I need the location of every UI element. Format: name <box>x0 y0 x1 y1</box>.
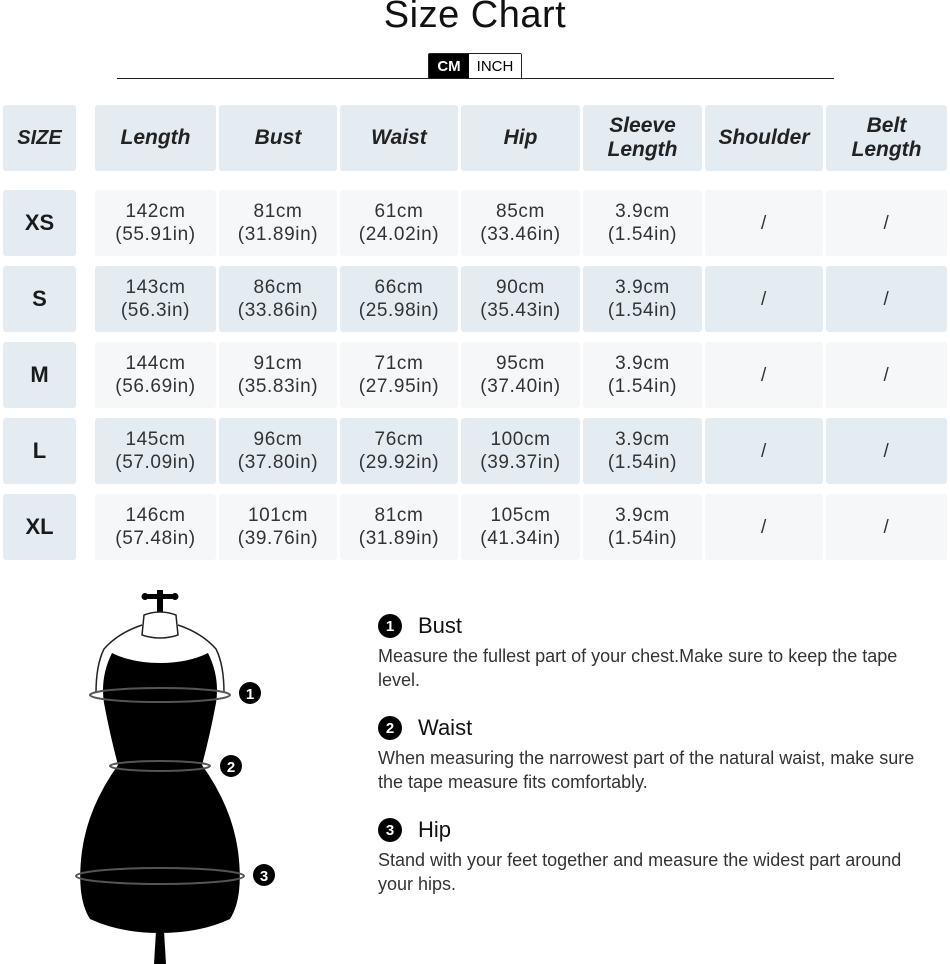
column-header <box>583 105 702 171</box>
cell-value: 105cm <box>490 505 551 526</box>
table-cell <box>340 418 458 484</box>
unit-inch-option[interactable]: INCH <box>469 54 521 78</box>
table-cell <box>461 418 580 484</box>
column-header-line: Hip <box>503 126 538 149</box>
dress-body <box>80 653 240 933</box>
measure-hip-block <box>378 816 938 896</box>
measure-waist-block <box>378 714 938 794</box>
table-cell <box>705 266 823 332</box>
cell-value: / <box>883 440 890 462</box>
column-header-line: Sleeve <box>609 114 676 137</box>
table-cell <box>95 418 216 484</box>
column-header-line: Length <box>120 126 191 149</box>
column-header <box>340 105 458 171</box>
measure-bust-block <box>378 612 938 692</box>
cell-value: (56.3in) <box>120 300 191 321</box>
cell-value: 145cm <box>125 429 186 450</box>
column-header-line: Length <box>851 138 922 161</box>
cell-value: (27.95in) <box>358 376 440 397</box>
cell-value: 95cm <box>496 353 545 374</box>
cell-value: 3.9cm <box>615 277 670 298</box>
column-header <box>705 105 823 171</box>
cell-value: (37.40in) <box>480 376 561 397</box>
table-cell <box>461 266 580 332</box>
cell-value: (39.37in) <box>480 452 561 473</box>
cell-value: / <box>761 212 767 234</box>
cell-value: (39.76in) <box>237 528 319 549</box>
cell-value: (1.54in) <box>607 452 678 473</box>
cell-value: (25.98in) <box>358 300 440 321</box>
column-header-line: Bust <box>254 126 302 149</box>
mannequin-stand-pole <box>154 931 166 964</box>
cell-value: (31.89in) <box>358 528 440 549</box>
measure-bust-description: Measure the fullest part of your chest.Make sure to keep the tape level. <box>378 646 898 690</box>
measure-hip-description: Stand with your feet together and measure the widest part around your hips. <box>378 850 902 894</box>
number-three-icon: 3 <box>378 818 402 842</box>
cell-value: 143cm <box>125 277 186 298</box>
measure-waist-title-row <box>378 714 938 742</box>
table-cell <box>219 266 337 332</box>
cell-value: 144cm <box>125 353 186 374</box>
table-cell <box>705 342 823 408</box>
size-label: XL <box>3 494 76 560</box>
cell-value: 3.9cm <box>615 505 670 526</box>
table-cell <box>95 342 216 408</box>
cell-value: 91cm <box>253 353 303 374</box>
size-column-header: SIZE <box>3 105 76 171</box>
number-one-icon: 1 <box>378 614 402 638</box>
column-header-line: Length <box>607 138 678 161</box>
table-cell <box>583 266 702 332</box>
measure-waist-description: When measuring the narrowest part of the natural waist, make sure the tape measure fits comfortably. <box>378 748 915 792</box>
column-header <box>826 105 947 171</box>
unit-toggle[interactable] <box>428 53 522 79</box>
measure-bust-title: Bust <box>418 613 463 638</box>
table-cell <box>705 418 823 484</box>
page-title: Size Chart <box>383 0 567 36</box>
cell-value: 101cm <box>247 505 308 526</box>
cell-value: 76cm <box>374 429 424 450</box>
svg-text:1: 1 <box>245 686 255 703</box>
cell-value: (33.86in) <box>237 300 319 321</box>
table-cell <box>826 418 947 484</box>
cell-value: (1.54in) <box>607 300 678 321</box>
column-header <box>219 105 337 171</box>
size-label: XS <box>3 190 76 256</box>
table-cell <box>219 190 337 256</box>
waist-marker-icon <box>220 755 242 777</box>
cell-value: 146cm <box>125 505 186 526</box>
number-two-icon: 2 <box>378 716 402 740</box>
table-cell <box>340 494 458 560</box>
table-cell <box>340 190 458 256</box>
cell-value: (33.46in) <box>480 224 561 245</box>
svg-text:3: 3 <box>259 868 269 885</box>
cell-value: 90cm <box>496 277 545 298</box>
mannequin-neck <box>142 612 178 638</box>
table-cell <box>583 190 702 256</box>
cell-value: 81cm <box>374 505 424 526</box>
hip-marker-icon <box>253 864 275 886</box>
table-cell <box>826 494 947 560</box>
column-header <box>95 105 216 171</box>
cell-value: 142cm <box>125 201 186 222</box>
cell-value: (57.09in) <box>115 452 196 473</box>
cell-value: / <box>883 364 890 386</box>
table-cell <box>461 190 580 256</box>
table-cell <box>219 342 337 408</box>
cell-value: 3.9cm <box>615 353 670 374</box>
cell-value: (56.69in) <box>115 376 196 397</box>
table-cell <box>583 418 702 484</box>
title-divider <box>117 78 834 79</box>
table-cell <box>583 494 702 560</box>
cell-value: (1.54in) <box>607 376 678 397</box>
cell-value: (35.83in) <box>237 376 319 397</box>
table-cell <box>340 342 458 408</box>
dress-form-illustration <box>60 585 300 964</box>
cell-value: (41.34in) <box>480 528 561 549</box>
table-cell <box>705 494 823 560</box>
cell-value: 66cm <box>374 277 424 298</box>
table-cell <box>340 266 458 332</box>
svg-text:2: 2 <box>226 759 236 776</box>
unit-cm-option[interactable]: CM <box>429 54 469 78</box>
column-header-line: Shoulder <box>718 126 810 149</box>
table-cell <box>219 418 337 484</box>
table-cell <box>461 342 580 408</box>
cell-value: 3.9cm <box>615 201 670 222</box>
cell-value: (37.80in) <box>237 452 319 473</box>
cell-value: 3.9cm <box>615 429 670 450</box>
cell-value: (1.54in) <box>607 224 678 245</box>
table-cell <box>826 342 947 408</box>
table-cell <box>826 190 947 256</box>
measure-hip-title: Hip <box>418 817 452 842</box>
cell-value: (1.54in) <box>607 528 678 549</box>
cell-value: (55.91in) <box>115 224 196 245</box>
measure-waist-title: Waist <box>418 715 473 740</box>
cell-value: / <box>761 440 767 462</box>
cell-value: / <box>761 516 767 538</box>
column-header-line: Belt <box>866 114 907 137</box>
cell-value: (35.43in) <box>480 300 561 321</box>
table-cell <box>95 266 216 332</box>
table-cell <box>461 494 580 560</box>
size-label: L <box>3 418 76 484</box>
size-label: S <box>3 266 76 332</box>
cell-value: 100cm <box>490 429 551 450</box>
bust-marker-icon <box>239 682 261 704</box>
mannequin-stand-top <box>142 590 179 614</box>
measure-hip-title-row <box>378 816 938 844</box>
table-cell <box>95 494 216 560</box>
cell-value: / <box>883 212 890 234</box>
cell-value: / <box>883 288 890 310</box>
table-cell <box>95 190 216 256</box>
cell-value: / <box>761 364 767 386</box>
table-cell <box>705 190 823 256</box>
cell-value: / <box>761 288 767 310</box>
cell-value: 61cm <box>374 201 424 222</box>
cell-value: / <box>883 516 890 538</box>
cell-value: 85cm <box>496 201 545 222</box>
table-cell <box>583 342 702 408</box>
cell-value: 71cm <box>374 353 424 374</box>
column-header <box>461 105 580 171</box>
table-cell <box>219 494 337 560</box>
cell-value: 81cm <box>253 201 303 222</box>
measure-bust-title-row <box>378 612 938 640</box>
column-header-line: Waist <box>371 126 427 149</box>
cell-value: 86cm <box>253 277 303 298</box>
size-label: M <box>3 342 76 408</box>
cell-value: (29.92in) <box>358 452 440 473</box>
cell-value: (57.48in) <box>115 528 196 549</box>
cell-value: (31.89in) <box>237 224 319 245</box>
table-cell <box>826 266 947 332</box>
cell-value: 96cm <box>253 429 303 450</box>
cell-value: (24.02in) <box>358 224 440 245</box>
